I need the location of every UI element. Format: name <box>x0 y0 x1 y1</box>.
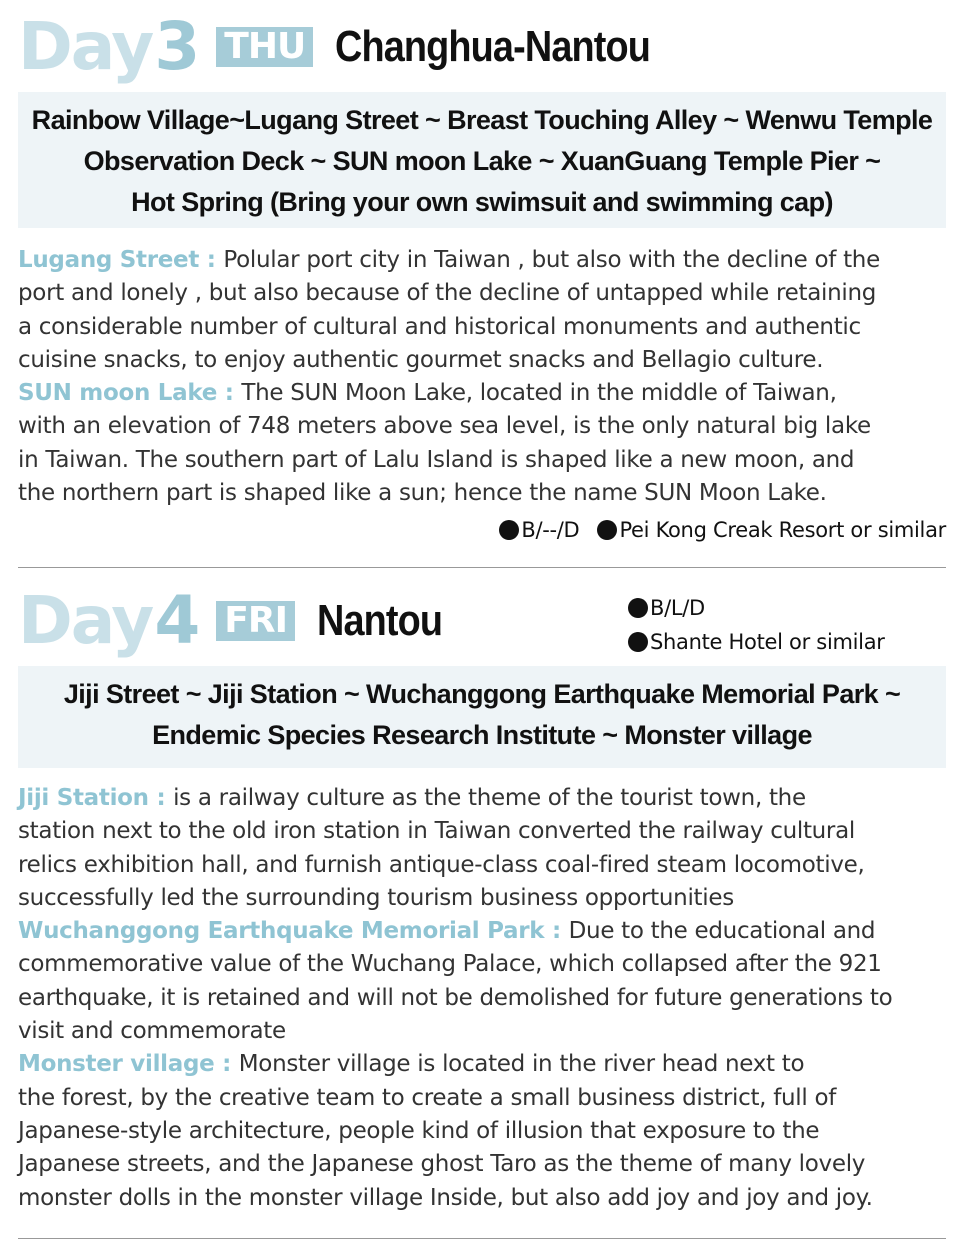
desc-line <box>18 1182 953 1215</box>
desc-text: cuisine snacks, to enjoy authentic gourmet snacks and Bellagio culture. <box>18 346 824 373</box>
desc-line <box>18 915 953 948</box>
desc-text: a considerable number of cultural and historical monuments and authentic <box>18 313 861 340</box>
desc-text: Japanese-style architecture, people kind of illusion that exposure to the <box>18 1117 820 1144</box>
bullet-icon <box>597 520 617 540</box>
day3-route-line-2: Observation Deck ~ SUN moon Lake ~ XuanGuang Temple Pier ~ <box>83 146 881 176</box>
bullet-icon <box>628 598 648 618</box>
day3-route-box <box>18 92 946 228</box>
day3-description <box>18 244 953 510</box>
day4-hotel-row <box>628 625 885 659</box>
desc-text: earthquake, it is retained and will not be demolished for future generations to <box>18 984 893 1011</box>
day4-day-number: 4 <box>154 582 201 659</box>
desc-line <box>18 1015 953 1048</box>
day4-route-line-2: Endemic Species Research Institute ~ Monster village <box>152 720 812 750</box>
desc-text: Japanese streets, and the Japanese ghost Taro as the theme of many lovely <box>18 1151 866 1178</box>
desc-line <box>18 410 953 443</box>
desc-line <box>18 377 953 410</box>
bullet-icon <box>499 520 519 540</box>
day4-hotel: Shante Hotel or similar <box>650 630 885 654</box>
day4-route-line-1: Jiji Street ~ Jiji Station ~ Wuchanggong Earthquake Memorial Park ~ <box>63 679 901 709</box>
desc-line <box>18 1082 953 1115</box>
desc-line <box>18 277 953 310</box>
day3-weekday-badge: THU <box>216 27 313 67</box>
desc-text: monster dolls in the monster village Inside, but also add joy and joy and joy. <box>18 1184 873 1211</box>
section-divider <box>18 1238 946 1239</box>
desc-line <box>18 311 953 344</box>
desc-text: with an elevation of 748 meters above sea level, is the only natural big lake <box>18 413 871 440</box>
day4-weekday-badge: FRI <box>216 601 295 641</box>
day3-route-line-3: Hot Spring (Bring your own swimsuit and swimming cap) <box>131 187 833 217</box>
day3-day-word: Day <box>18 8 153 85</box>
day4-meals: B/L/D <box>650 596 705 620</box>
desc-text: Due to the educational and <box>568 918 876 945</box>
day3-header <box>18 8 701 85</box>
day4-description <box>18 782 953 1215</box>
desc-line <box>18 849 953 882</box>
desc-line <box>18 882 953 915</box>
monster-village-label: Monster village : <box>18 1051 239 1078</box>
day4-place-title: Nantou <box>316 596 443 645</box>
day3-day-number: 3 <box>154 8 201 85</box>
desc-text: The SUN Moon Lake, located in the middle of Taiwan, <box>241 380 837 407</box>
desc-text: the northern part is shaped like a sun; hence the name SUN Moon Lake. <box>18 480 827 507</box>
day3-place-title: Changhua-Nantou <box>335 22 651 71</box>
desc-text: is a railway culture as the theme of the tourist town, the <box>173 785 806 811</box>
sun-moon-lake-label: SUN moon Lake : <box>18 380 242 407</box>
desc-text: successfully led the surrounding tourism business opportunities <box>18 884 734 911</box>
desc-text: visit and commemorate <box>18 1018 286 1045</box>
jiji-station-label: Jiji Station : <box>18 785 174 811</box>
desc-line <box>18 477 953 510</box>
day3-route-line-1: Rainbow Village~Lugang Street ~ Breast Touching Alley ~ Wenwu Temple <box>31 105 933 135</box>
wuchanggong-label: Wuchanggong Earthquake Memorial Park : <box>18 918 569 945</box>
desc-text: station next to the old iron station in Taiwan converted the railway cultural <box>18 818 855 845</box>
day3-hotel: Pei Kong Creak Resort or similar <box>619 518 946 542</box>
desc-text: port and lonely , but also because of the decline of untapped while retaining <box>18 280 877 307</box>
desc-line <box>18 1148 953 1181</box>
day4-route-box <box>18 666 946 768</box>
desc-line <box>18 1048 953 1081</box>
desc-line <box>18 815 953 848</box>
desc-line <box>18 782 953 815</box>
bullet-icon <box>628 632 648 652</box>
desc-text: the forest, by the creative team to create a small business district, full of <box>18 1084 837 1111</box>
desc-line <box>18 244 953 277</box>
day4-day-word: Day <box>18 582 153 659</box>
day4-meals-hotel <box>628 591 885 659</box>
desc-text: relics exhibition hall, and furnish antique-class coal-fired steam locomotive, <box>18 851 865 878</box>
desc-line <box>18 948 953 981</box>
day3-meals: B/--/D <box>521 518 580 542</box>
lugang-street-label: Lugang Street : <box>18 247 224 273</box>
day3-meals-hotel <box>499 518 946 542</box>
day4-header <box>18 582 463 659</box>
desc-text: in Taiwan. The southern part of Lalu Island is shaped like a new moon, and <box>18 446 855 473</box>
desc-line <box>18 344 953 377</box>
desc-text: Polular port city in Taiwan , but also with the decline of the <box>223 247 880 273</box>
desc-text: Monster village is located in the river head next to <box>238 1051 805 1078</box>
desc-line <box>18 1115 953 1148</box>
desc-line <box>18 982 953 1015</box>
desc-text: commemorative value of the Wuchang Palace, which collapsed after the 921 <box>18 951 882 978</box>
day4-meals-row <box>628 591 885 625</box>
section-divider <box>18 567 946 568</box>
desc-line <box>18 444 953 477</box>
